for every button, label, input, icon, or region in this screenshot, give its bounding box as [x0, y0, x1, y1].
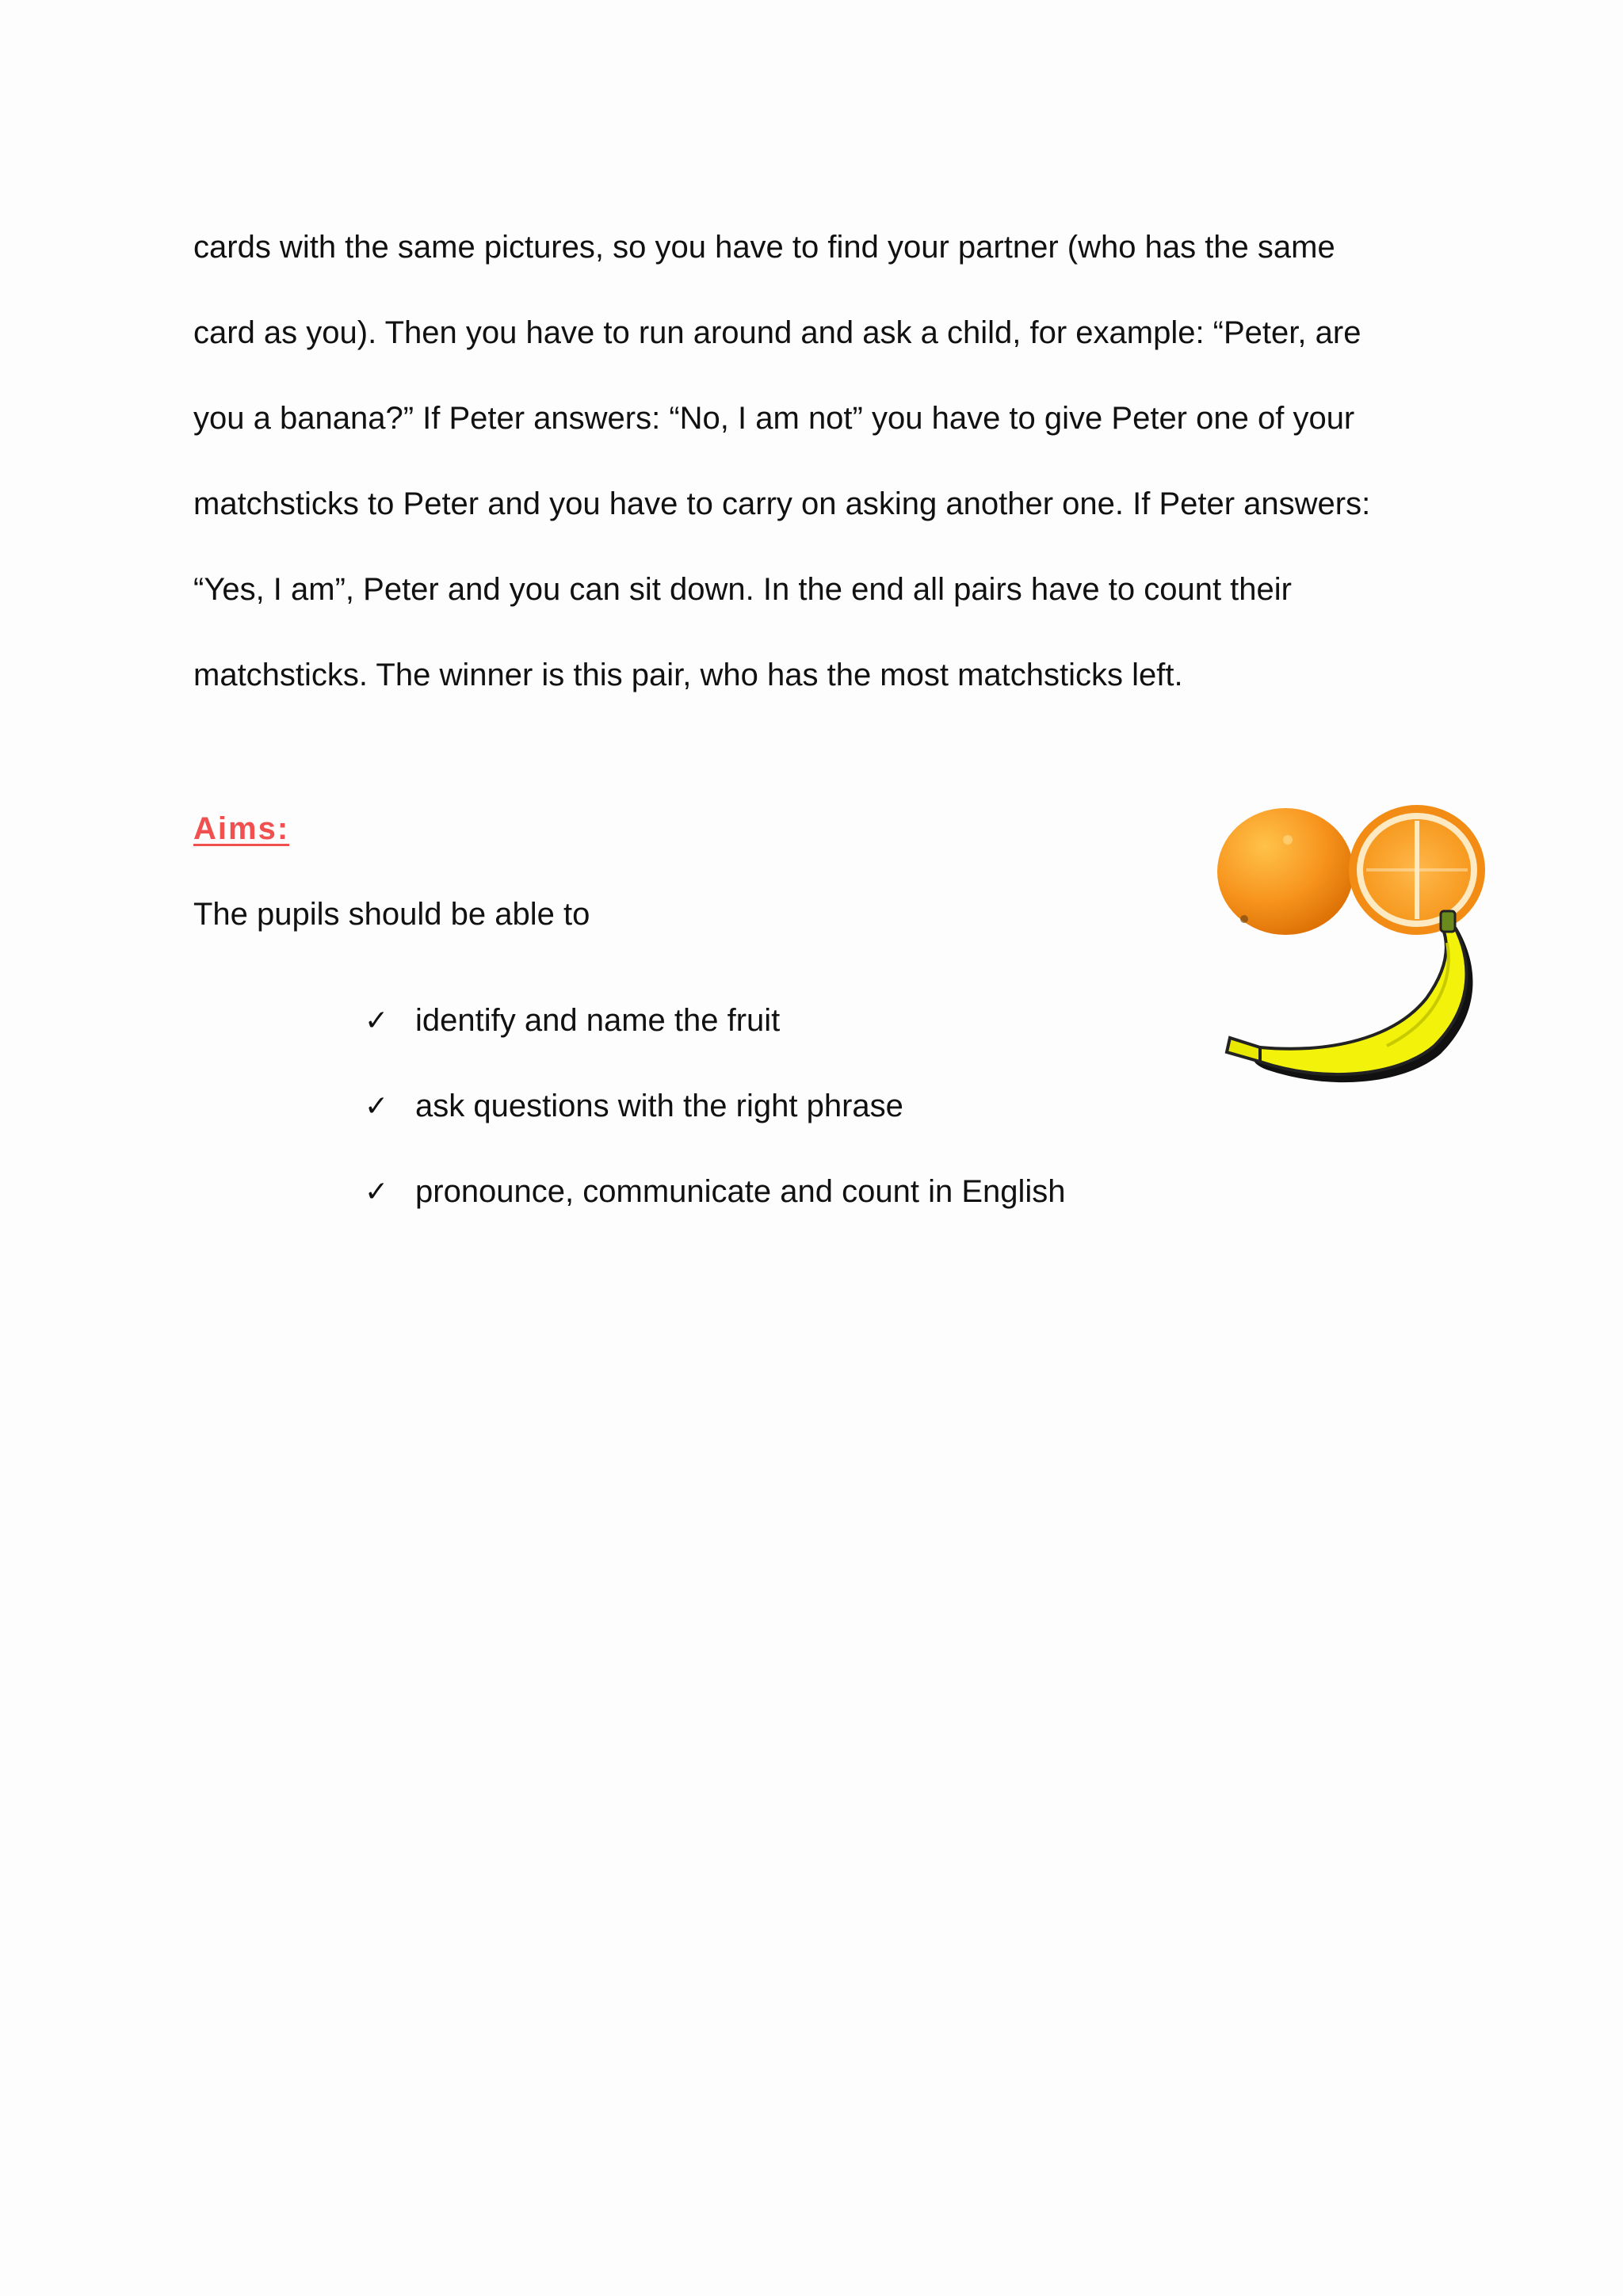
aim-text: ask questions with the right phrase [415, 1088, 903, 1123]
aim-item [365, 1149, 1066, 1234]
fruit-clipart-image [1212, 800, 1498, 1101]
aim-item [365, 978, 1066, 1063]
banana-icon [1227, 911, 1472, 1082]
game-instructions-paragraph [193, 204, 1461, 718]
checkmark-icon: ✓ [365, 1089, 389, 1123]
paragraph-line: you a banana?” If Peter answers: “No, I am not” you have to give Peter one of your [193, 401, 1355, 436]
paragraph-line: cards with the same pictures, so you have to find your partner (who has the same [193, 230, 1335, 265]
aim-text: pronounce, communicate and count in English [415, 1173, 1066, 1209]
aim-item [365, 1063, 1066, 1149]
aims-heading: Aims: [193, 811, 290, 846]
paragraph-line: matchsticks. The winner is this pair, who has the most matchsticks left. [193, 658, 1183, 692]
checkmark-icon: ✓ [365, 1175, 389, 1208]
paragraph-line: “Yes, I am”, Peter and you can sit down. In the end all pairs have to count their [193, 572, 1292, 607]
aim-text: identify and name the fruit [415, 1002, 781, 1038]
paragraph-line: card as you). Then you have to run around and ask a child, for example: “Peter, are [193, 315, 1361, 350]
aims-list [365, 978, 1066, 1234]
paragraph-line: matchsticks to Peter and you have to carry on asking another one. If Peter answers: [193, 486, 1371, 521]
half-orange-icon [1349, 805, 1485, 935]
checkmark-icon: ✓ [365, 1004, 389, 1037]
whole-orange-icon [1217, 808, 1354, 935]
aims-intro: The pupils should be able to [193, 897, 590, 932]
